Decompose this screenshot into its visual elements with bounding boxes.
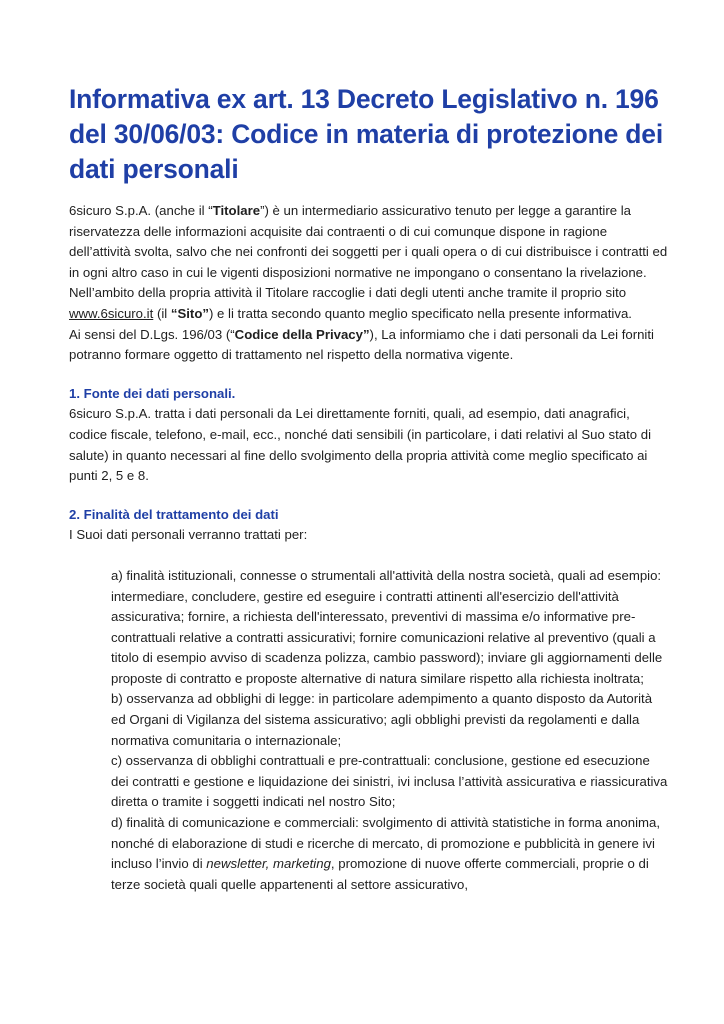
intro-text: ) e li tratta secondo quanto meglio specificato nella presente informativa. [208,305,632,321]
list-item-d [111,813,669,895]
document-title: Informativa ex art. 13 Decreto Legislativo n. 196 del 30/06/03: Codice in materia di protezione dei dati personali [69,84,663,184]
intro-text: ”) è un intermediario assicurativo tenuto per legge a garantire la riservatezza delle informazioni acquisite dai contraenti o di cui comunque dispone in ragione dell’attività svolta, salvo che nei confronti dei soggetti per i quali opera o di cui distribuisce i contratti ed in ogni altro caso in cui le vigenti disposizioni normative ne impongano o consentano la rivelazione. Nell’ambito della propria attività il Titolare raccoglie i dati degli utenti anche tramite il proprio sito [69,203,668,301]
titolare-term: Titolare [212,203,261,218]
intro-text: Ai sensi del D.Lgs. 196/03 (“ [69,326,235,342]
sito-term: “Sito” [170,305,209,321]
purposes-list [111,566,669,896]
list-item-d-italic: newsletter, marketing [206,856,331,872]
list-item-a: a) finalità istituzionali, connesse o strumentali all'attività della nostra società, quali ad esempio: intermediare, concludere, gestire ed eseguire i contratti attinenti all'esercizio dell'attività assicurativa; fornire, a richiesta dell'interessato, preventivi di massima e/o informative pre-contrattuali relative a contratti assicurativi; fornire comunicazioni relative al preventivo (quali a titolo di esempio avviso di scadenza polizza, cambio password); inviare gli aggiornamenti delle proposte di contratto e proposte alternative di natura similare rispetto alla richiesta inoltrata; [111,567,663,686]
list-item-c: c) osservanza di obblighi contrattuali e pre-contrattuali: conclusione, gestione ed esecuzione dei contratti e gestione e liquidazione dei sinistri, ivi inclusa l’attività assicurativa e riassicurativa diretta o tramite i soggetti indicati nel nostro Sito; [111,753,668,810]
intro-text: 6sicuro S.p.A. (anche il “ [69,203,213,218]
section-1-heading: 1. Fonte dei dati personali. [69,385,236,401]
list-item-d-text: d) finalità di comunicazione e commerciali: svolgimento di attività statistiche in forma anonima, nonché di elaborazione di studi e ricerche di mercato, di promozione e pubblicità in genere ivi incluso l’invio di [111,815,660,872]
intro-paragraph-2 [69,325,669,366]
privacy-code-term: Codice della Privacy” [234,326,370,342]
list-item-b: b) osservanza ad obblighi di legge: in particolare adempimento a quanto disposto da Autorità ed Organi di Vigilanza del sistema assicurativo; agli obblighi previsti da regolamenti e dalla normativa comunitaria o internazionale; [111,691,653,748]
section-1-text: 6sicuro S.p.A. tratta i dati personali da Lei direttamente forniti, quali, ad esempio, dati anagrafici, codice fiscale, telefono, e-mail, ecc., nonché dati sensibili (in particolare, i dati relativi al Suo stato di salute) in quanto necessari al fine dello svolgimento della propria attività come meglio specificato ai punti 2, 5 e 8. [69,406,652,484]
document-page [69,82,669,895]
intro-paragraph-1 [69,201,669,325]
list-item-d-text: , promozione di nuove offerte commerciali, proprie o di terze società quali quelle appartenenti al settore assicurativo, [111,856,649,892]
intro-text: (il [153,305,171,321]
intro-text: ), La informiamo che i dati personali da Lei forniti potranno formare oggetto di trattamento nel rispetto della normativa vigente. [69,326,654,363]
site-link[interactable]: www.6sicuro.it [69,305,154,321]
section-2-intro: I Suoi dati personali verranno trattati per: [69,527,308,543]
section-2-heading: 2. Finalità del trattamento dei dati [69,506,279,522]
